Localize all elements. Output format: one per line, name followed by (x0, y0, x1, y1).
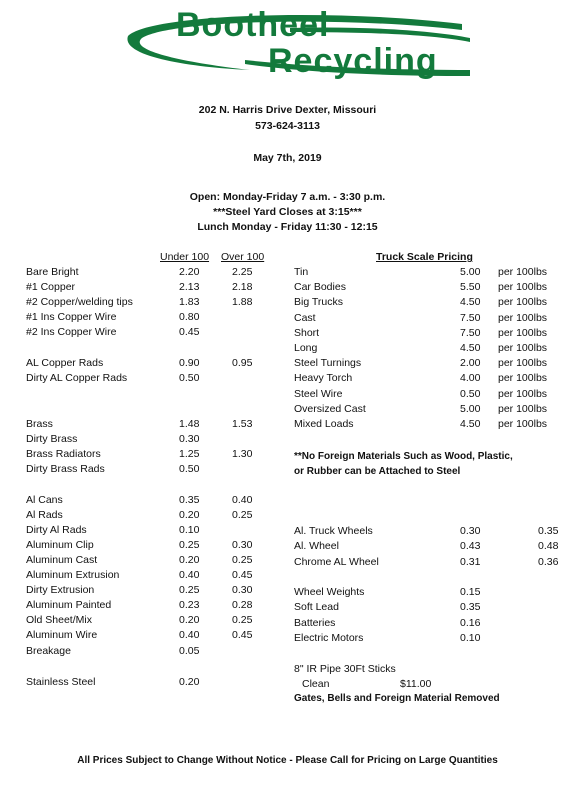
col-over-100: Over 100 (221, 251, 265, 263)
truck-item-unit: per 100lbs (498, 387, 548, 400)
misc-item-name: Wheel Weights (294, 586, 365, 598)
truck-item-name: Steel Wire (294, 387, 343, 400)
truck-item-unit: per 100lbs (498, 266, 548, 278)
price-item-name: AL Copper Rads (26, 357, 104, 369)
wheel-price-over: 0.36 (538, 555, 559, 568)
truck-item-name: Steel Turnings (294, 357, 362, 370)
pipe-label: 8" IR Pipe 30Ft Sticks (294, 663, 396, 675)
price-item-name: Dirty Brass (26, 433, 78, 445)
price-item-name: Aluminum Clip (26, 539, 94, 551)
price-over-100: 1.88 (232, 296, 253, 308)
price-under-100: 1.48 (179, 418, 200, 430)
price-under-100: 1.25 (179, 448, 200, 460)
truck-item-price: 4.50 (460, 418, 481, 430)
misc-item-price: 0.35 (460, 601, 481, 614)
price-under-100: 1.83 (179, 296, 200, 308)
price-item-name: Brass (26, 418, 53, 430)
price-under-100: 0.45 (179, 326, 200, 338)
wheel-price-under: 0.43 (460, 540, 481, 553)
price-over-100: 0.25 (232, 614, 253, 626)
date: May 7th, 2019 (253, 152, 322, 164)
price-item-name: Aluminum Extrusion (26, 569, 120, 581)
truck-item-name: Short (294, 326, 320, 339)
price-item-name: Aluminum Cast (26, 554, 98, 566)
price-under-100: 0.35 (179, 494, 200, 506)
price-item-name: Dirty Brass Rads (26, 463, 105, 475)
price-item-name: Al Cans (26, 494, 63, 506)
price-over-100: 1.53 (232, 418, 253, 430)
col-under-100: Under 100 (160, 251, 210, 263)
price-over-100: 0.95 (232, 357, 253, 369)
price-under-100: 0.20 (179, 676, 200, 688)
price-over-100: 0.45 (232, 629, 253, 641)
pipe-clean-label: Clean (302, 678, 330, 690)
truck-item-price: 4.00 (460, 372, 481, 385)
truck-item-price: 0.50 (460, 387, 481, 400)
truck-scale-title: Truck Scale Pricing (376, 251, 473, 263)
price-under-100: 0.40 (179, 569, 200, 581)
price-item-name: #1 Ins Copper Wire (26, 311, 117, 323)
price-over-100: 0.45 (232, 569, 253, 581)
truck-item-name: Long (294, 342, 318, 354)
price-under-100: 0.50 (179, 463, 200, 475)
pipe-note: Gates, Bells and Foreign Material Removed (294, 693, 500, 704)
truck-item-unit: per 100lbs (498, 357, 548, 370)
truck-item-name: Car Bodies (294, 281, 346, 294)
price-under-100: 0.23 (179, 599, 200, 611)
price-item-name: #2 Copper/welding tips (26, 296, 133, 308)
steel-note-line-1: **No Foreign Materials Such as Wood, Plastic, (294, 451, 513, 462)
price-over-100: 0.25 (232, 509, 253, 521)
steel-note-line-2: or Rubber can be Attached to Steel (294, 466, 461, 477)
wheel-item-name: Al. Truck Wheels (294, 525, 373, 537)
phone: 573-624-3113 (255, 120, 320, 132)
price-item-name: Dirty Extrusion (26, 584, 95, 596)
price-over-100: 0.30 (232, 539, 253, 551)
price-item-name: Old Sheet/Mix (26, 614, 92, 626)
price-over-100: 0.25 (232, 554, 253, 566)
price-over-100: 1.30 (232, 448, 253, 460)
truck-item-price: 5.00 (460, 266, 481, 278)
price-over-100: 0.40 (232, 494, 253, 506)
price-under-100: 0.25 (179, 584, 200, 596)
company-logo (0, 0, 575, 90)
price-under-100: 0.10 (179, 524, 200, 536)
price-under-100: 0.20 (179, 614, 200, 626)
price-item-name: Aluminum Painted (26, 599, 112, 611)
price-under-100: 2.13 (179, 281, 200, 293)
wheel-price-under: 0.31 (460, 555, 481, 568)
steel-yard-close: ***Steel Yard Closes at 3:15*** (213, 206, 362, 218)
truck-item-unit: per 100lbs (498, 311, 548, 324)
truck-item-price: 2.00 (460, 357, 481, 370)
pipe-clean-price: $11.00 (400, 678, 432, 690)
price-item-name: Al Rads (26, 509, 63, 521)
misc-item-price: 0.15 (460, 586, 481, 598)
price-item-name: Stainless Steel (26, 676, 96, 688)
footer-disclaimer: All Prices Subject to Change Without Notice - Please Call for Pricing on Large Quantities (77, 755, 498, 766)
price-under-100: 0.20 (179, 554, 200, 566)
price-under-100: 0.20 (179, 509, 200, 521)
wheel-item-name: Al. Wheel (294, 540, 339, 553)
price-under-100: 0.40 (179, 629, 200, 641)
logo-line-1: Bootheel (176, 6, 330, 44)
price-under-100: 0.50 (179, 372, 200, 384)
truck-item-name: Oversized Cast (294, 402, 366, 415)
wheel-price-over: 0.48 (538, 540, 559, 553)
misc-item-name: Soft Lead (294, 601, 339, 614)
misc-item-price: 0.10 (460, 631, 481, 644)
truck-item-name: Mixed Loads (294, 418, 354, 430)
truck-item-name: Cast (294, 311, 316, 324)
truck-item-unit: per 100lbs (498, 281, 548, 294)
price-under-100: 0.25 (179, 539, 200, 551)
truck-item-unit: per 100lbs (498, 342, 548, 354)
truck-item-price: 4.50 (460, 296, 481, 309)
price-item-name: #2 Ins Copper Wire (26, 326, 117, 338)
truck-item-price: 7.50 (460, 311, 481, 324)
truck-item-unit: per 100lbs (498, 296, 548, 309)
misc-item-price: 0.16 (460, 616, 481, 629)
lunch-hours: Lunch Monday - Friday 11:30 - 12:15 (197, 221, 378, 233)
wheel-price-over: 0.35 (538, 525, 559, 537)
price-over-100: 0.30 (232, 584, 253, 596)
truck-item-unit: per 100lbs (498, 372, 548, 385)
wheel-item-name: Chrome AL Wheel (294, 555, 379, 568)
price-item-name: Aluminum Wire (26, 629, 98, 641)
truck-item-unit: per 100lbs (498, 402, 548, 415)
price-under-100: 0.90 (179, 357, 200, 369)
logo-line-2: Recycling (268, 42, 438, 80)
truck-item-price: 5.00 (460, 402, 481, 415)
price-under-100: 0.30 (179, 433, 200, 445)
price-item-name: Dirty AL Copper Rads (26, 372, 128, 384)
misc-item-name: Batteries (294, 616, 336, 629)
truck-item-name: Big Trucks (294, 296, 344, 309)
price-over-100: 2.25 (232, 266, 253, 278)
price-under-100: 0.80 (179, 311, 200, 323)
truck-item-unit: per 100lbs (498, 418, 548, 430)
price-over-100: 2.18 (232, 281, 253, 293)
truck-item-price: 4.50 (460, 342, 481, 354)
price-under-100: 2.20 (179, 266, 200, 278)
price-over-100: 0.28 (232, 599, 253, 611)
truck-item-price: 7.50 (460, 326, 481, 339)
price-item-name: Bare Bright (26, 266, 79, 278)
price-under-100: 0.05 (179, 645, 200, 657)
truck-item-price: 5.50 (460, 281, 481, 294)
wheel-price-under: 0.30 (460, 525, 481, 537)
hours: Open: Monday-Friday 7 a.m. - 3:30 p.m. (189, 191, 386, 203)
misc-item-name: Electric Motors (294, 631, 364, 644)
address: 202 N. Harris Drive Dexter, Missouri (198, 104, 377, 116)
price-item-name: Breakage (26, 645, 71, 657)
truck-item-name: Heavy Torch (294, 372, 353, 385)
price-item-name: #1 Copper (26, 281, 76, 293)
price-item-name: Brass Radiators (26, 448, 101, 460)
truck-item-name: Tin (294, 266, 309, 278)
truck-item-unit: per 100lbs (498, 326, 548, 339)
price-item-name: Dirty Al Rads (26, 524, 87, 536)
